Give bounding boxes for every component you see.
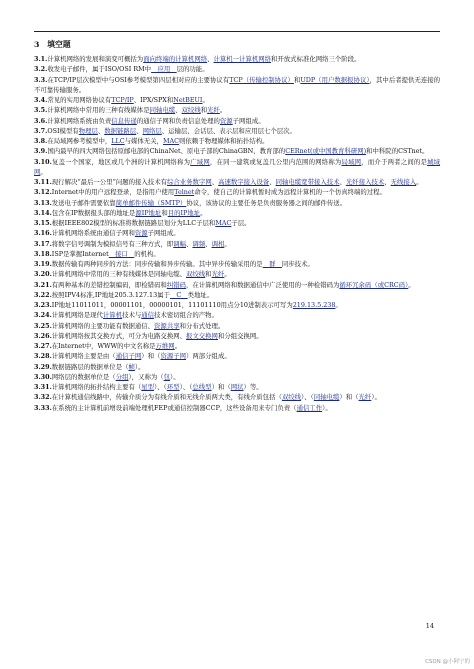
question-number: 3.24. bbox=[34, 311, 52, 320]
question-item bbox=[34, 341, 440, 351]
answer-blank: 双绞线 bbox=[181, 106, 201, 115]
answer-blank: 网状 bbox=[230, 383, 244, 391]
answer-blank: 双绞线 bbox=[186, 270, 206, 279]
answer-blank: MAC bbox=[162, 137, 180, 145]
question-item bbox=[34, 198, 440, 208]
question-text: 子网组成。 bbox=[147, 229, 180, 238]
question-text: 、 bbox=[269, 178, 276, 186]
question-text: 计算机网络中常用的三种有线媒体是 bbox=[47, 106, 150, 115]
question-number: 3.13. bbox=[34, 198, 52, 207]
question-text: 、 bbox=[207, 55, 214, 63]
answer-blank: 环型 bbox=[166, 383, 180, 391]
question-text: 、 bbox=[339, 178, 346, 186]
question-text: 收发电子邮件，属于ISO/OSI RM中 bbox=[47, 65, 152, 74]
question-text: 、运输层、会话层、表示层和应用层七个层次。 bbox=[161, 126, 296, 135]
answer-blank: TCP/IP bbox=[111, 96, 134, 104]
question-text: 有两种基本的差错控制编码，即检错码和 bbox=[51, 280, 167, 289]
answer-blank: 城域网 bbox=[34, 157, 441, 176]
question-text: 按照IPV4标准,IP地址205.3.127.13属于 bbox=[51, 290, 170, 299]
answer-blank: 广域网 bbox=[190, 157, 210, 166]
question-text: 、 bbox=[97, 126, 105, 135]
answer-blank: 报文交换网 bbox=[186, 331, 218, 340]
question-number: 3.4. bbox=[34, 96, 48, 104]
question-item bbox=[34, 351, 440, 361]
question-text: 发送电子邮件需要依靠 bbox=[51, 198, 116, 207]
answer-blank: 调频 bbox=[192, 239, 206, 248]
answer-blank: 计算机 bbox=[102, 311, 123, 320]
answer-blank: 光纤接入技术 bbox=[345, 178, 385, 186]
question-number: 3.27. bbox=[34, 342, 52, 350]
question-item bbox=[34, 362, 440, 372]
question-text: ）、（ bbox=[154, 383, 167, 391]
question-text: 计算机网络系统由负责 bbox=[47, 116, 112, 125]
answer-blank: 双绞线 bbox=[281, 393, 302, 402]
answer-blank: 物理层 bbox=[78, 126, 98, 135]
question-text: 命令，使自己的计算机暂时成为远程计算机的一个仿真终端的过程。 bbox=[194, 188, 386, 197]
question-item bbox=[34, 228, 440, 238]
question-list bbox=[34, 54, 440, 413]
question-text: 类地址。 bbox=[187, 290, 214, 299]
question-text: 计算机网络是现代 bbox=[51, 311, 103, 320]
question-text: 网络层的数据单位是（ bbox=[51, 372, 116, 381]
answer-blank: 万维网 bbox=[155, 342, 175, 350]
question-text: 和分组交换网。 bbox=[217, 331, 263, 340]
question-text: 在计算机通信线路中，传输介质分为有线介质和无线介质两大类，有线介质包括（ bbox=[51, 393, 282, 402]
question-text: 。 bbox=[40, 167, 47, 176]
question-number: 3.5. bbox=[34, 106, 48, 115]
question-number: 3.14. bbox=[34, 208, 52, 217]
answer-blank: Telnet bbox=[174, 188, 195, 197]
question-item bbox=[34, 310, 440, 320]
question-item bbox=[34, 64, 440, 74]
question-number: 3.25. bbox=[34, 321, 52, 330]
question-number: 3.31. bbox=[34, 383, 52, 391]
question-text: 包含在IP数据报头部的地址是 bbox=[51, 208, 136, 217]
question-text: 。 bbox=[219, 106, 227, 115]
question-text: IP地址11011011，00001101，00000101，11101110用点分10进制表示可写为 bbox=[51, 301, 293, 309]
answer-blank: 资源共享 bbox=[154, 321, 180, 330]
question-text: 在系统的主计算机前增设前端处理机FEP或通信控制器CCP，这些设备用来专门负责（ bbox=[51, 403, 297, 412]
answer-blank: NetBEUI bbox=[173, 96, 203, 104]
page-number: 14 bbox=[425, 622, 434, 630]
question-text: 、 bbox=[384, 178, 391, 186]
answer-blank: 包 bbox=[163, 372, 171, 381]
question-number: 3.1. bbox=[34, 55, 48, 63]
answer-blank: LLC bbox=[111, 137, 125, 145]
question-text: 计算机网络按其交换方式，可分为电路交换网、 bbox=[51, 331, 186, 340]
question-text: ）。 bbox=[134, 362, 145, 371]
question-text: 同步技术。 bbox=[281, 260, 314, 268]
answer-blank: 光纤 bbox=[211, 270, 225, 279]
answer-blank: CERnet(或中国教育科研网) bbox=[285, 147, 367, 156]
question-text: ）和（ bbox=[141, 352, 161, 361]
question-text: 。 bbox=[416, 178, 423, 186]
answer-blank: 资源子网 bbox=[160, 352, 186, 361]
question-text: 。 bbox=[224, 270, 231, 279]
question-text: ）、（ bbox=[179, 383, 193, 391]
question-item bbox=[34, 116, 440, 126]
question-number: 3.33. bbox=[34, 403, 52, 412]
question-item bbox=[34, 259, 440, 269]
question-text: 现行解决“最后一公里”问题的接入技术有 bbox=[51, 178, 167, 186]
question-text: 数据传输有两种同步的方法：同步传输和异步传输。其中异步传输采用的是 bbox=[51, 260, 263, 268]
question-text: 、 bbox=[186, 239, 193, 248]
question-number: 3.17. bbox=[34, 239, 52, 248]
question-text: 和 bbox=[293, 75, 301, 84]
question-text: 的机构。 bbox=[134, 249, 160, 258]
question-number: 3.23. bbox=[34, 301, 52, 309]
question-number: 3.15. bbox=[34, 219, 52, 227]
question-text: OSI模型有 bbox=[47, 126, 79, 135]
question-text: ，而介于两者之间的是 bbox=[361, 157, 428, 166]
answer-blank: 计算机一计算机网络 bbox=[213, 55, 272, 63]
answer-blank: 目的IP地址 bbox=[167, 208, 201, 217]
header-rule bbox=[34, 31, 440, 32]
question-text: ）和（ bbox=[211, 383, 231, 391]
question-item bbox=[34, 372, 440, 382]
question-number: 3.26. bbox=[34, 331, 52, 340]
question-item bbox=[34, 187, 440, 197]
question-text: 子网组成。 bbox=[232, 116, 265, 125]
question-text: 、 bbox=[211, 178, 219, 186]
answer-blank: TCP（传输控制协议） bbox=[229, 75, 294, 84]
question-text: 计算机网络的发展和演变可概括为 bbox=[47, 55, 144, 63]
question-text: ，在同一建筑或复盖几公里内范围的网络称为 bbox=[209, 157, 342, 166]
answer-blank: 同轴电缆 bbox=[313, 393, 340, 402]
question-text: 技术密切组合的产物。 bbox=[154, 311, 218, 320]
answer-blank: C bbox=[169, 290, 188, 299]
question-item bbox=[34, 403, 440, 413]
question-number: 3.28. bbox=[34, 352, 52, 361]
question-item bbox=[34, 269, 440, 279]
question-text: ）和（ bbox=[339, 393, 359, 402]
question-text: 和分布式处理。 bbox=[179, 321, 225, 330]
question-text: 子层。 bbox=[231, 219, 251, 227]
question-number: 3.7. bbox=[34, 126, 48, 135]
answer-blank: 总线型 bbox=[192, 383, 212, 391]
question-text: 在局域网参考模型中， bbox=[47, 137, 112, 145]
question-text: 和中科院的CSTnet。 bbox=[366, 147, 429, 156]
question-number: 3.16. bbox=[34, 229, 52, 238]
question-text: ）。 bbox=[371, 393, 381, 402]
question-text: 。 bbox=[224, 239, 231, 248]
answer-blank: 源IP地址 bbox=[135, 208, 162, 217]
question-number: 3.29. bbox=[34, 362, 52, 371]
answer-blank: 信息传递 bbox=[111, 116, 137, 125]
question-text: ISP是掌握Internet bbox=[51, 249, 109, 258]
question-item bbox=[34, 177, 440, 187]
question-number: 3.32. bbox=[34, 393, 52, 402]
answer-blank: 资源 bbox=[219, 116, 233, 125]
question-text: 国内最早的四大网络包括原邮电部的ChinaNet、原电子部的ChinaGBN、教育部的 bbox=[47, 147, 286, 156]
question-text: ）、（ bbox=[301, 393, 314, 402]
question-item bbox=[34, 136, 440, 146]
question-text: 与媒体无关， bbox=[124, 137, 163, 145]
question-text: Internet中的用户远程登录，是指用户使用 bbox=[51, 188, 175, 197]
question-item bbox=[34, 249, 440, 259]
question-text: 和 bbox=[200, 106, 208, 115]
question-text: 和开放式标准化网络三个阶段。 bbox=[271, 55, 361, 63]
answer-blank: 无线接入 bbox=[390, 178, 417, 186]
question-number: 3.3. bbox=[34, 75, 48, 84]
answer-blank: 简单邮件传输（SMTP） bbox=[115, 198, 187, 207]
question-text: 、 bbox=[175, 106, 182, 115]
answer-blank: 219.13.5.238 bbox=[292, 301, 336, 309]
answer-blank: 通信子网 bbox=[115, 352, 142, 361]
question-number: 3.8. bbox=[34, 137, 48, 145]
question-text: 根据IEEE802模型的标准将数据链路层划分为LLC子层和 bbox=[51, 219, 216, 227]
question-item bbox=[34, 146, 440, 156]
question-text: 。 bbox=[174, 342, 182, 350]
question-text: ）等。 bbox=[243, 383, 263, 391]
question-text: ），又称为（ bbox=[128, 372, 164, 381]
answer-blank: 星型 bbox=[141, 383, 155, 391]
answer-blank: 调幅 bbox=[173, 239, 186, 248]
answer-blank: 帧 bbox=[128, 362, 135, 371]
answer-blank: 资源 bbox=[134, 229, 148, 238]
question-item bbox=[34, 382, 440, 392]
question-item bbox=[34, 126, 440, 136]
question-text: ）。 bbox=[170, 372, 180, 381]
question-item bbox=[34, 300, 440, 310]
answer-blank: 高速数字接入设备 bbox=[218, 178, 270, 186]
answer-blank: 同轴电缆宽带接入技术 bbox=[275, 178, 340, 186]
question-text: 协议，该协议的主要任务是负责服务器之间的邮件传送。 bbox=[186, 198, 347, 207]
question-text: 。 bbox=[408, 280, 415, 289]
question-text: 和 bbox=[161, 208, 168, 217]
question-text: 、 bbox=[136, 126, 143, 135]
question-item bbox=[34, 95, 440, 105]
question-item bbox=[34, 54, 440, 64]
question-text: ，在计算机网络和数据通信中广泛使用的一种检错码为 bbox=[186, 280, 340, 289]
question-number: 3.11. bbox=[34, 178, 52, 186]
question-text: 则依赖于物理媒体和拓扑结构。 bbox=[179, 137, 269, 145]
answer-blank: 光纤 bbox=[207, 106, 220, 115]
question-number: 3.22. bbox=[34, 290, 52, 299]
question-item bbox=[34, 392, 440, 402]
answer-blank: 局域网 bbox=[341, 157, 362, 166]
question-text: 、IPX/SPX和 bbox=[133, 96, 174, 104]
question-item bbox=[34, 290, 440, 300]
answer-blank: 网络层 bbox=[142, 126, 162, 135]
answer-blank: 面向终端的计算机网络 bbox=[143, 55, 208, 63]
section-title: 3 填空题 bbox=[34, 40, 71, 49]
question-item bbox=[34, 331, 440, 341]
question-text: ，其中后者提供无连接的不可靠传输服务。 bbox=[34, 75, 441, 94]
question-number: 3.20. bbox=[34, 270, 52, 279]
question-text: 。 bbox=[335, 301, 342, 309]
question-text: 和 bbox=[205, 270, 212, 279]
question-text: 层的功能。 bbox=[176, 65, 209, 74]
question-item bbox=[34, 239, 440, 249]
answer-blank: 通信工作 bbox=[296, 403, 323, 412]
question-text: 复盖一个国家，地区或几个洲的计算机网络称为 bbox=[51, 157, 191, 166]
question-item bbox=[34, 208, 440, 218]
question-number: 3.6. bbox=[34, 116, 48, 125]
question-number: 3.21. bbox=[34, 280, 52, 289]
question-text: 在Internet中，WWW的中文名称是 bbox=[51, 342, 156, 350]
answer-blank: MAC bbox=[215, 219, 232, 227]
watermark: CSDN @小阿宁的 bbox=[425, 659, 470, 665]
question-item bbox=[34, 321, 440, 331]
question-text: 计算机网络系统由通信子网和 bbox=[51, 229, 135, 238]
question-number: 3.10. bbox=[34, 157, 52, 166]
question-number: 3.18. bbox=[34, 249, 52, 258]
answer-blank: 通信 bbox=[141, 311, 155, 320]
question-text: 常见的实用网络协议有 bbox=[47, 96, 112, 104]
answer-blank: 循环冗余码（或CRC码） bbox=[339, 280, 409, 289]
question-text: 将数字信号调制为模拟信号有三种方式，即 bbox=[51, 239, 174, 248]
question-text: 计算机网络中常用的三种有线媒体是同轴电缆、 bbox=[51, 270, 186, 279]
question-number: 3.19. bbox=[34, 260, 52, 268]
question-text: 计算机网络的拓扑结构主要有（ bbox=[51, 383, 142, 391]
question-text: 技术与 bbox=[122, 311, 142, 320]
question-text: 。 bbox=[200, 208, 207, 217]
question-number: 3.30. bbox=[34, 372, 52, 381]
answer-blank: 综合业务数字网 bbox=[166, 178, 212, 186]
answer-blank: 调相 bbox=[211, 239, 225, 248]
question-item bbox=[34, 105, 440, 115]
question-item bbox=[34, 157, 440, 178]
answer-blank: 群 bbox=[262, 260, 282, 268]
answer-blank: 接口 bbox=[108, 249, 135, 258]
question-text: 。 bbox=[202, 96, 209, 104]
question-text: 计算机网络主要是由（ bbox=[51, 352, 116, 361]
question-text: 、 bbox=[205, 239, 212, 248]
question-text: ）。 bbox=[322, 403, 332, 412]
answer-blank: 应用 bbox=[151, 65, 177, 74]
question-item bbox=[34, 280, 440, 290]
question-number: 3.9. bbox=[34, 147, 48, 156]
answer-blank: UDP（用户数据报协议） bbox=[300, 75, 370, 84]
question-number: 3.12. bbox=[34, 188, 52, 197]
answer-blank: 同轴电缆 bbox=[149, 106, 176, 115]
question-text: 在TCP/IP层次模型中与OSI参考模型第四层相对应的主要协议有 bbox=[47, 75, 230, 84]
question-text: 数据链路层的数据单位是（ bbox=[51, 362, 129, 371]
question-text: ）两部分组成。 bbox=[186, 352, 231, 361]
answer-blank: 分组 bbox=[115, 372, 129, 381]
question-number: 3.2. bbox=[34, 65, 48, 74]
answer-blank: 数据链路层 bbox=[104, 126, 137, 135]
question-item bbox=[34, 218, 440, 228]
question-item bbox=[34, 75, 440, 96]
question-text: 计算机网络的主要功能有数据通信、 bbox=[51, 321, 155, 330]
answer-blank: 纠错码 bbox=[166, 280, 186, 289]
answer-blank: 光纤 bbox=[358, 393, 372, 402]
question-text: 的通信子网和负责信息处理的 bbox=[136, 116, 220, 125]
